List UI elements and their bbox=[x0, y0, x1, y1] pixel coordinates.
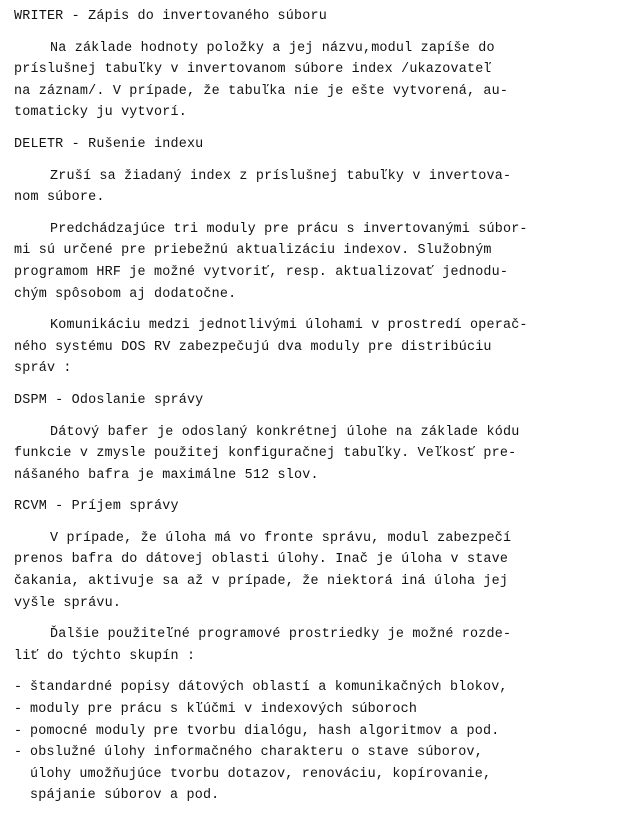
text-line: na záznam/. V prípade, že tabuľka nie je ešte vytvorená, au- bbox=[14, 83, 509, 99]
list-item-continuation: spájanie súborov a pod. bbox=[30, 788, 220, 804]
section-heading-rcvm: RCVM - Príjem správy bbox=[14, 499, 179, 515]
text-line: Komunikáciu medzi jednotlivými úlohami v prostredí operač- bbox=[50, 318, 528, 334]
bullet-dash: - bbox=[14, 702, 23, 718]
text-line: chým spôsobom aj dodatočne. bbox=[14, 286, 237, 302]
list-item bbox=[14, 721, 603, 743]
text-line: nom súbore. bbox=[14, 190, 105, 206]
text-line: nášaného bafra je maximálne 512 slov. bbox=[14, 467, 319, 483]
text-line: Predchádzajúce tri moduly pre prácu s invertovanými súbor- bbox=[50, 221, 528, 237]
list-item bbox=[14, 677, 603, 699]
bullet-dash: - bbox=[14, 723, 23, 739]
text-line: vyšle správu. bbox=[14, 595, 122, 611]
bullet-dash: - bbox=[14, 680, 23, 696]
list-item bbox=[14, 742, 603, 764]
text-line: Na základe hodnoty položky a jej názvu,modul zapíše do bbox=[50, 40, 495, 56]
bullet-dash: - bbox=[14, 745, 23, 761]
text-line: Dátový bafer je odoslaný konkrétnej úlohe na základe kódu bbox=[50, 424, 520, 440]
text-line: liť do týchto skupín : bbox=[14, 648, 196, 664]
text-line: Ďalšie použiteľné programové prostriedky je možné rozde- bbox=[50, 627, 512, 643]
section-heading-deletr: DELETR - Rušenie indexu bbox=[14, 136, 204, 152]
bullet-list bbox=[14, 677, 603, 807]
section-heading-dspm: DSPM - Odoslanie správy bbox=[14, 392, 204, 408]
text-line: správ : bbox=[14, 361, 72, 377]
text-line: Zruší sa žiadaný index z príslušnej tabuľky v invertova- bbox=[50, 168, 512, 184]
list-item-text: moduly pre prácu s kľúčmi v indexových súboroch bbox=[30, 702, 418, 718]
text-line: funkcie v zmysle použitej konfiguračnej tabuľky. Veľkosť pre- bbox=[14, 446, 517, 462]
list-item-text: obslužné úlohy informačného charakteru o stave súborov, bbox=[30, 745, 483, 761]
text-line: prenos bafra do dátovej oblasti úlohy. Inač je úloha v stave bbox=[14, 552, 509, 568]
text-line: programom HRF je možné vytvoriť, resp. aktualizovať jednodu- bbox=[14, 264, 509, 280]
text-line: mi sú určené pre priebežnú aktualizáciu indexov. Služobným bbox=[14, 243, 492, 259]
list-item-continuation: úlohy umožňujúce tvorbu dotazov, renováciu, kopírovanie, bbox=[30, 766, 492, 782]
text-line: čakania, aktivuje sa až v prípade, že niektorá iná úloha jej bbox=[14, 574, 509, 590]
text-line: tomaticky ju vytvorí. bbox=[14, 105, 187, 121]
text-line: príslušnej tabuľky v invertovanom súbore index /ukazovateľ bbox=[14, 62, 492, 78]
text-line: ného systému DOS RV zabezpečujú dva moduly pre distribúciu bbox=[14, 339, 492, 355]
text-line: V prípade, že úloha má vo fronte správu, modul zabezpečí bbox=[50, 530, 512, 546]
section-heading-writer: WRITER - Zápis do invertovaného súboru bbox=[14, 9, 327, 24]
list-item-text: štandardné popisy dátových oblastí a komunikačných blokov, bbox=[30, 680, 508, 696]
list-item bbox=[14, 699, 603, 721]
list-item-text: pomocné moduly pre tvorbu dialógu, hash algoritmov a pod. bbox=[30, 723, 500, 739]
